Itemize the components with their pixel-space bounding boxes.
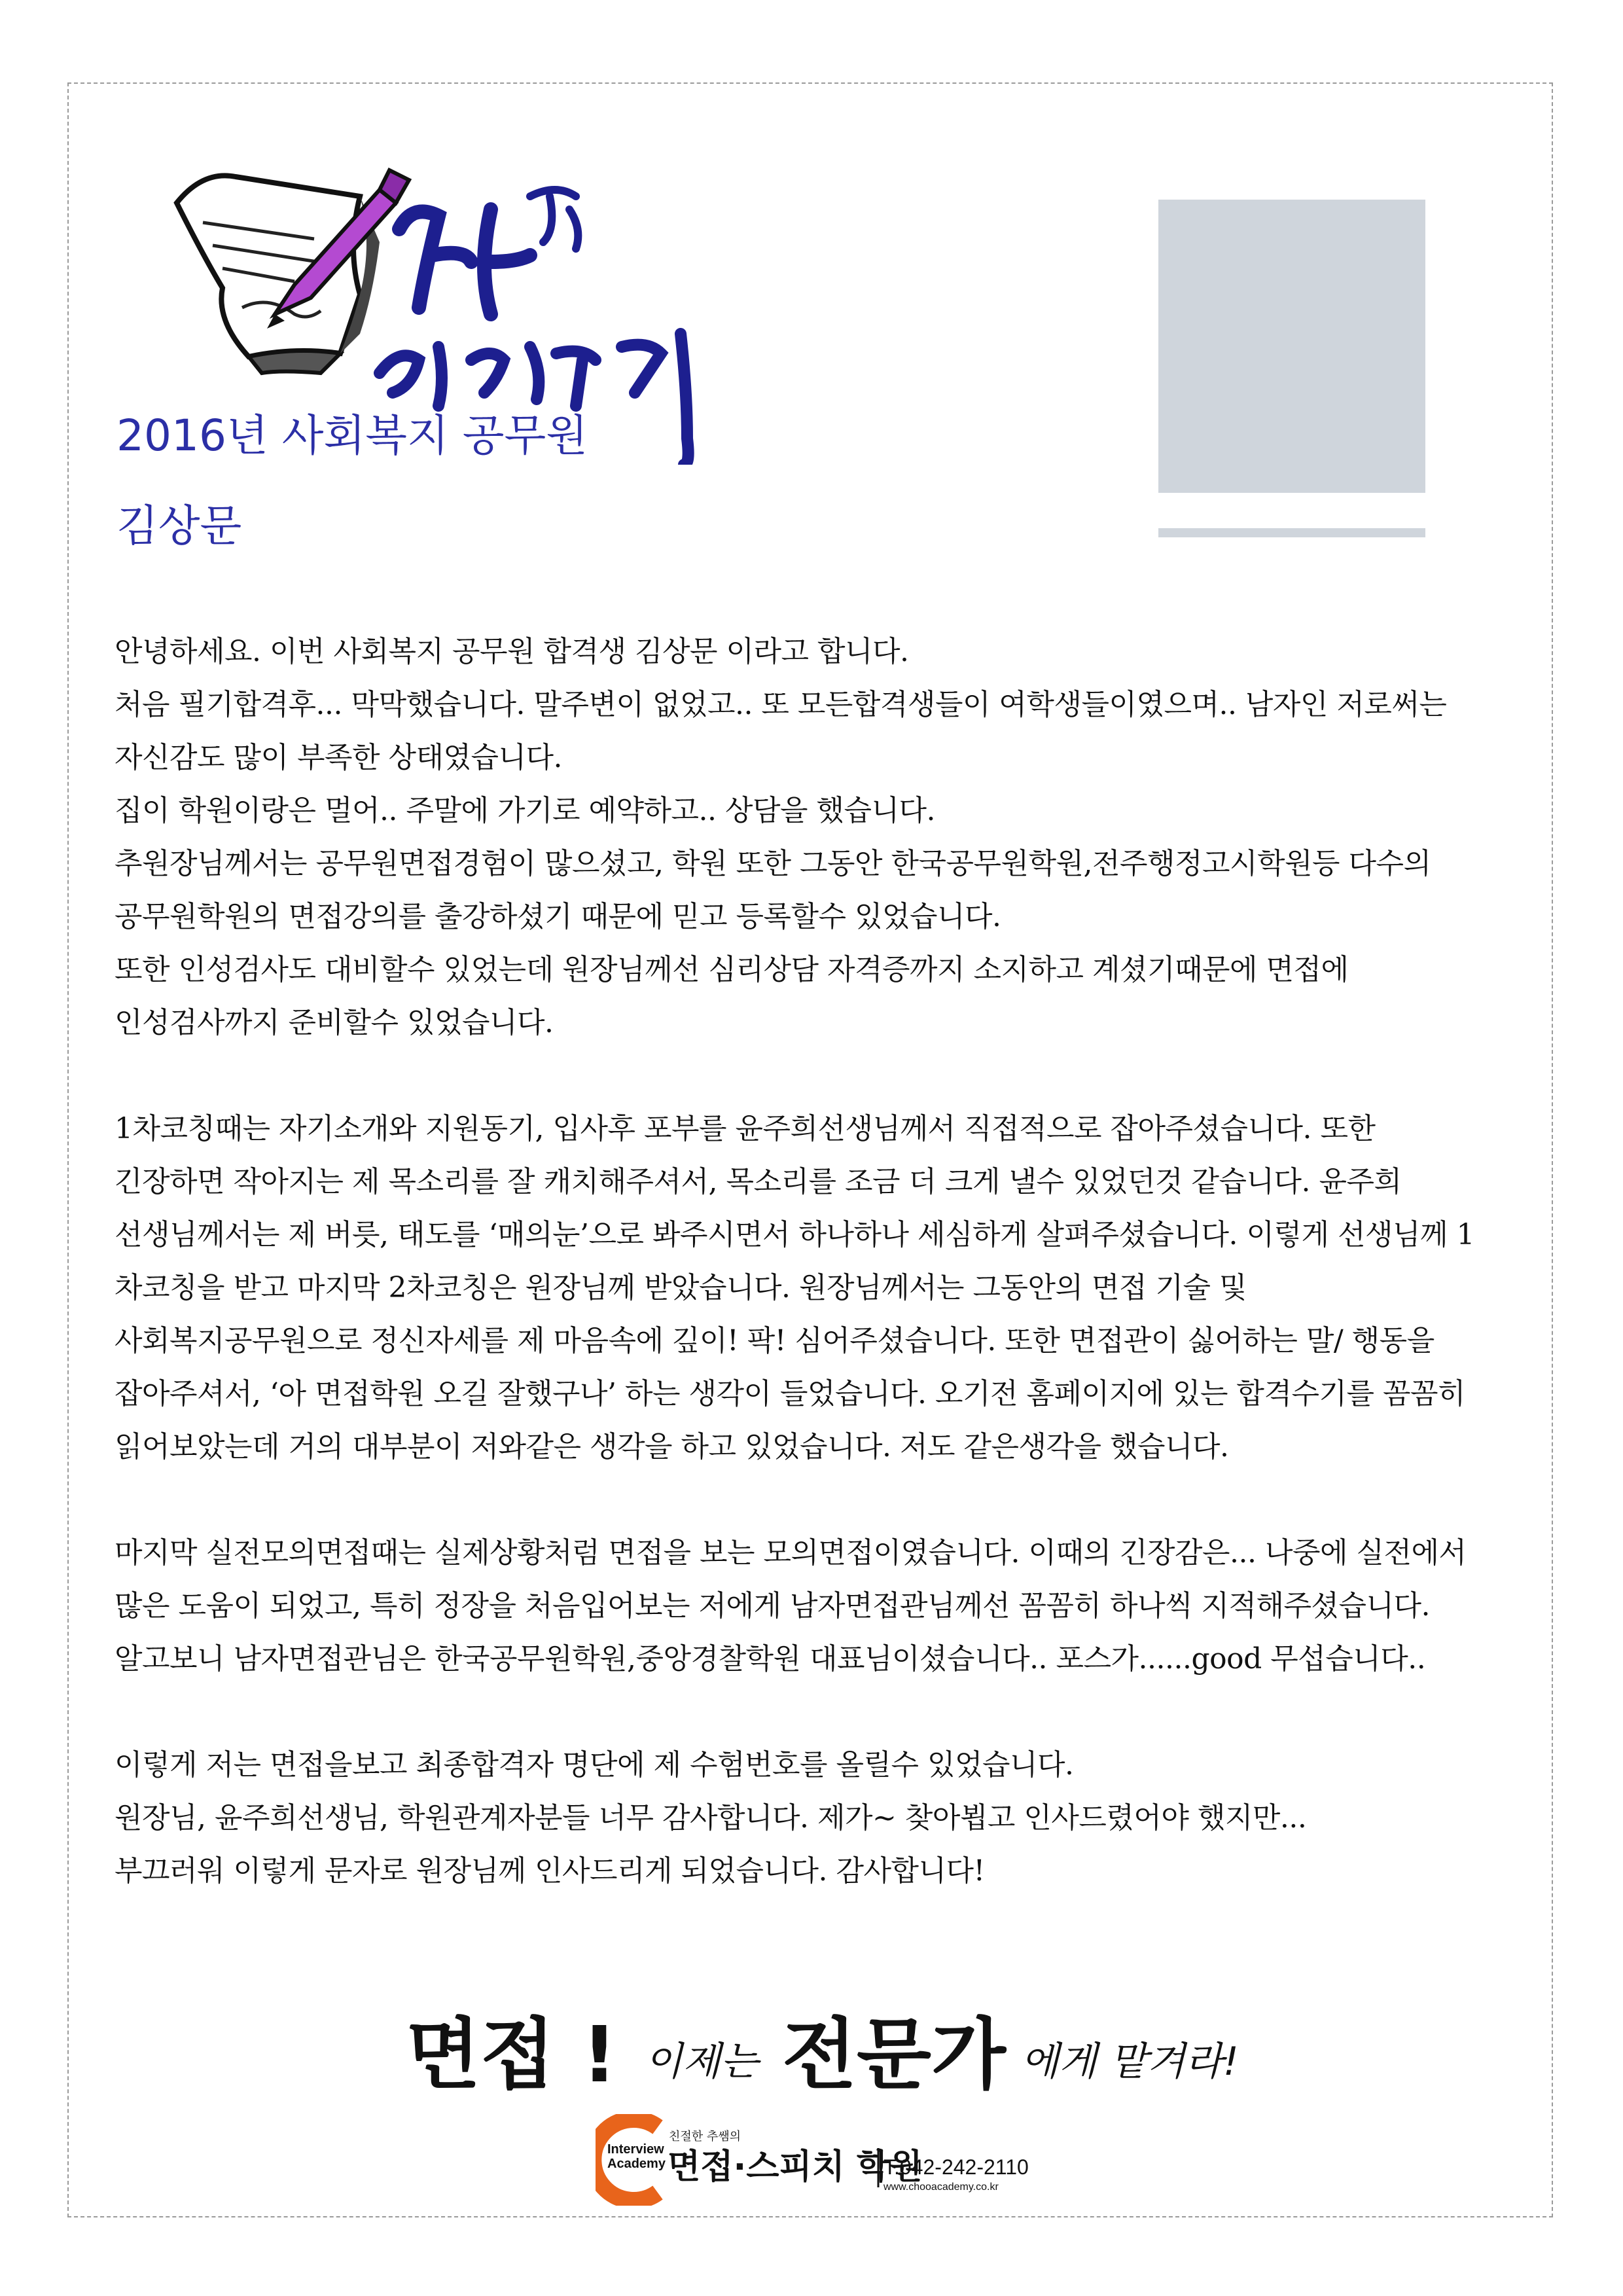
footer-tagline: 친절한 추쌤의 xyxy=(669,2130,741,2144)
body-line: 부끄러워 이렇게 문자로 원장님께 인사드리게 되었습니다. 감사합니다! xyxy=(115,1854,985,1888)
body-line: 선생님께서는 제 버릇, 태도를 ‘매의눈’으로 봐주시면서 하나하나 세심하게 살펴주셨습니다. 이렇게 선생님께 1 xyxy=(115,1218,1474,1251)
body-line: 공무원학원의 면접강의를 출강하셨기 때문에 믿고 등록할수 있었습니다. xyxy=(115,900,1001,933)
body-line: 마지막 실전모의면접때는 실제상황처럼 면접을 보는 모의면접이였습니다. 이때의 긴장감은... 나중에 실전에서 xyxy=(115,1536,1467,1570)
slogan xyxy=(0,1990,1623,2121)
slogan-part4: 에게 맡겨라! xyxy=(1021,2039,1239,2085)
paragraph-gap xyxy=(115,1049,1522,1102)
slogan-part2: 이제는 xyxy=(645,2039,758,2085)
body-line: 차코칭을 받고 마지막 2차코칭은 원장님께 받았습니다. 원장님께서는 그동안의 면접 기술 및 xyxy=(115,1271,1247,1304)
academy-website: www.chooacademy.co.kr xyxy=(883,2181,999,2193)
body-line: 안녕하세요. 이번 사회복지 공무원 합격생 김상문 이라고 합니다. xyxy=(115,635,909,668)
photo-placeholder xyxy=(1158,200,1425,493)
body-line: 1차코칭때는 자기소개와 지원동기, 입사후 포부를 윤주희선생님께서 직접적으로 잡아주셨습니다. 또한 xyxy=(115,1112,1376,1145)
body-line: 긴장하면 작아지는 제 목소리를 잘 캐치해주셔서, 목소리를 조금 더 크게 낼수 있었던것 같습니다. 윤주희 xyxy=(115,1165,1402,1198)
academy-logo xyxy=(596,2114,1054,2206)
logo-text-line2: Academy xyxy=(607,2157,666,2171)
academy-phone: T.042-242-2110 xyxy=(883,2155,1029,2179)
body-line: 처음 필기합격후... 막막했습니다. 말주변이 없었고.. 또 모든합격생들이 여학생들이였으며.. 남자인 저로써는 xyxy=(115,688,1447,721)
body-line: 집이 학원이랑은 멀어.. 주말에 가기로 예약하고.. 상담을 했습니다. xyxy=(115,794,935,827)
body-line: 읽어보았는데 거의 대부분이 저와같은 생각을 하고 있었습니다. 저도 같은생각을 했습니다. xyxy=(115,1430,1229,1463)
academy-name: 면접·스피치 학원 xyxy=(668,2147,923,2187)
body-line: 이렇게 저는 면접을보고 최종합격자 명단에 제 수험번호를 올릴수 있었습니다. xyxy=(115,1748,1074,1782)
body-line: 자신감도 많이 부족한 상태였습니다. xyxy=(115,741,563,774)
body-line: 사회복지공무원으로 정신자세를 제 마음속에 깊이! 팍! 심어주셨습니다. 또한 면접관이 싫어하는 말/ 행동을 xyxy=(115,1324,1435,1357)
paragraph-gap xyxy=(115,1685,1522,1738)
photo-caption-bar xyxy=(1158,528,1425,537)
testimonial-body xyxy=(115,625,1522,1897)
slogan-part1: 면접 ! xyxy=(406,2009,617,2100)
heading-author-name: 김상문 xyxy=(116,501,242,551)
paragraph-gap xyxy=(115,1473,1522,1526)
slogan-part3: 전문가 xyxy=(782,2009,1006,2100)
body-line: 잡아주셔서, ‘아 면접학원 오길 잘했구나’ 하는 생각이 들었습니다. 오기전 홈페이지에 있는 합격수기를 꼼꼼히 xyxy=(115,1377,1465,1410)
logo-text-line1: Interview xyxy=(607,2142,664,2157)
body-line: 알고보니 남자면접관님은 한국공무원학원,중앙경찰학원 대표님이셨습니다.. 포스가......good 무섭습니다.. xyxy=(115,1642,1426,1676)
heading-year-position: 2016년 사회복지 공무원 xyxy=(116,410,588,461)
body-line: 많은 도움이 되었고, 특히 정장을 처음입어보는 저에게 남자면접관님께선 꼼꼼히 하나씩 지적해주셨습니다. xyxy=(115,1589,1431,1623)
body-line: 또한 인성검사도 대비할수 있었는데 원장님께선 심리상담 자격증까지 소지하고 계셨기때문에 면접에 xyxy=(115,953,1349,986)
body-line: 추원장님께서는 공무원면접경험이 많으셨고, 학원 또한 그동안 한국공무원학원,전주행정고시학원등 다수의 xyxy=(115,847,1431,880)
body-line: 원장님, 윤주희선생님, 학원관계자분들 너무 감사합니다. 제가~ 찾아뵙고 인사드렸어야 했지만... xyxy=(115,1801,1307,1835)
body-line: 인성검사까지 준비할수 있었습니다. xyxy=(115,1006,554,1039)
